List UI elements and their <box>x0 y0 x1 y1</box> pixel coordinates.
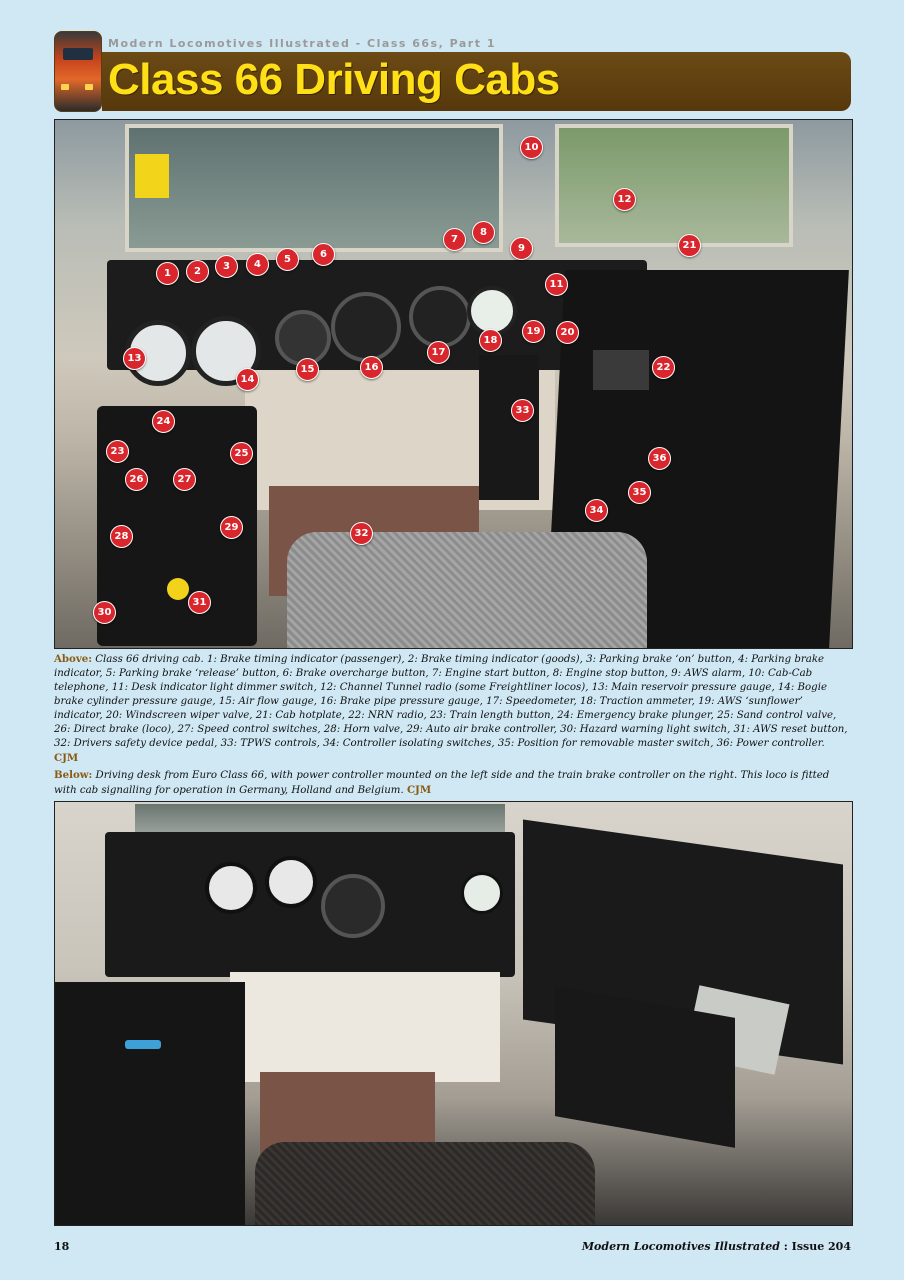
caption-below-lead: Below: <box>54 769 93 781</box>
marker-18: 18 <box>479 329 502 352</box>
marker-11: 11 <box>545 273 568 296</box>
caption-below-text: Driving desk from Euro Class 66, with power controller mounted on the left side and the train brake controller on the right. This loco is fitted with cab signalling for operation in Germany, Holland and Belgium. <box>54 770 830 796</box>
caption-above-credit: CJM <box>54 752 79 764</box>
speedometer <box>409 286 471 348</box>
gauge-brake-pipe <box>331 292 401 362</box>
footer-separator: : <box>779 1240 792 1253</box>
euro-speedometer <box>321 874 385 938</box>
euro-cab-photo <box>54 801 853 1226</box>
series-kicker: Modern Locomotives Illustrated - Class 66s, Part 1 <box>108 37 496 50</box>
caption-above <box>54 652 851 766</box>
marker-4: 4 <box>246 253 269 276</box>
drivers-seat <box>287 532 647 648</box>
danger-warning-sign <box>135 154 169 198</box>
thumb-lamp-left <box>61 84 69 90</box>
tpws-panel <box>479 355 539 500</box>
marker-36: 36 <box>648 447 671 470</box>
marker-10: 10 <box>520 136 543 159</box>
aws-reset-yellow <box>167 578 189 600</box>
marker-3: 3 <box>215 255 238 278</box>
marker-1: 1 <box>156 262 179 285</box>
thumb-lamp-right <box>85 84 93 90</box>
page-number: 18 <box>54 1240 70 1253</box>
euro-drivers-seat <box>255 1142 595 1225</box>
marker-23: 23 <box>106 440 129 463</box>
marker-30: 30 <box>93 601 116 624</box>
marker-26: 26 <box>125 468 148 491</box>
marker-22: 22 <box>652 356 675 379</box>
thumb-window <box>63 48 93 60</box>
marker-25: 25 <box>230 442 253 465</box>
euro-windscreen <box>135 804 505 834</box>
marker-34: 34 <box>585 499 608 522</box>
marker-20: 20 <box>556 321 579 344</box>
windscreen-right <box>555 124 793 247</box>
euro-lower-panel <box>230 972 500 1082</box>
issue-number: Issue 204 <box>791 1240 851 1253</box>
euro-ammeter <box>461 872 503 914</box>
marker-27: 27 <box>173 468 196 491</box>
marker-17: 17 <box>427 341 450 364</box>
caption-above-text: Class 66 driving cab. 1: Brake timing indicator (passenger), 2: Brake timing indicator (goods), 3: Parking brake ‘on’ button, 4: Parking brake indicator, 5: Parking brake ‘release’ button, 6: Brake overcharge button, 7: Engine start button, 8: Engine stop button, 9: AWS alarm, 10: Cab-Cab telephone, 11: Desk indicator light dimmer switch, 12: Channel Tunnel radio (some Freightliner locos), 13: Main reservoir pressure gauge, 14: Bogie brake cylinder pressure gauge, 15: Air flow gauge, 16: Brake pipe pressure gauge, 17: Speedometer, 18: Traction ammeter, 19: AWS ‘sunflower’ indicator, 20: Windscreen wiper valve, 21: Cab hotplate, 22: NRN radio, 23: Train length button, 24: Emergency brake plunger, 25: Sand control valve, 26: Direct brake (loco), 27: Speed control switches, 28: Horn valve, 29: Auto air brake controller, 30: Hazard warning light switch, 31: AWS reset button, 32: Drivers safety device pedal, 33: TPWS controls, 34: Controller isolating switches, 35: Position for removable master switch, 36: Power controller. <box>54 654 848 749</box>
cab-photo-annotated <box>54 119 853 649</box>
header-locomotive-thumbnail <box>54 31 102 112</box>
marker-31: 31 <box>188 591 211 614</box>
marker-6: 6 <box>312 243 335 266</box>
marker-33: 33 <box>511 399 534 422</box>
nrn-radio <box>593 350 649 390</box>
marker-8: 8 <box>472 221 495 244</box>
marker-24: 24 <box>152 410 175 433</box>
marker-9: 9 <box>510 237 533 260</box>
marker-32: 32 <box>350 522 373 545</box>
marker-15: 15 <box>296 358 319 381</box>
page-title: Class 66 Driving Cabs <box>108 55 560 104</box>
magazine-footer <box>582 1240 851 1253</box>
marker-5: 5 <box>276 248 299 271</box>
marker-21: 21 <box>678 234 701 257</box>
marker-12: 12 <box>613 188 636 211</box>
caption-above-lead: Above: <box>54 653 92 665</box>
magazine-name: Modern Locomotives Illustrated <box>581 1240 780 1253</box>
euro-main-console <box>105 832 515 977</box>
marker-14: 14 <box>236 368 259 391</box>
marker-16: 16 <box>360 356 383 379</box>
marker-13: 13 <box>123 347 146 370</box>
marker-19: 19 <box>522 320 545 343</box>
caption-below-credit: CJM <box>406 784 432 796</box>
marker-28: 28 <box>110 525 133 548</box>
marker-7: 7 <box>443 228 466 251</box>
euro-gauge-1 <box>205 862 257 914</box>
marker-29: 29 <box>220 516 243 539</box>
euro-left-desk <box>55 982 245 1225</box>
euro-blue-handle <box>125 1040 161 1049</box>
euro-gauge-2 <box>265 856 317 908</box>
marker-35: 35 <box>628 481 651 504</box>
marker-2: 2 <box>186 260 209 283</box>
caption-below <box>54 768 851 798</box>
